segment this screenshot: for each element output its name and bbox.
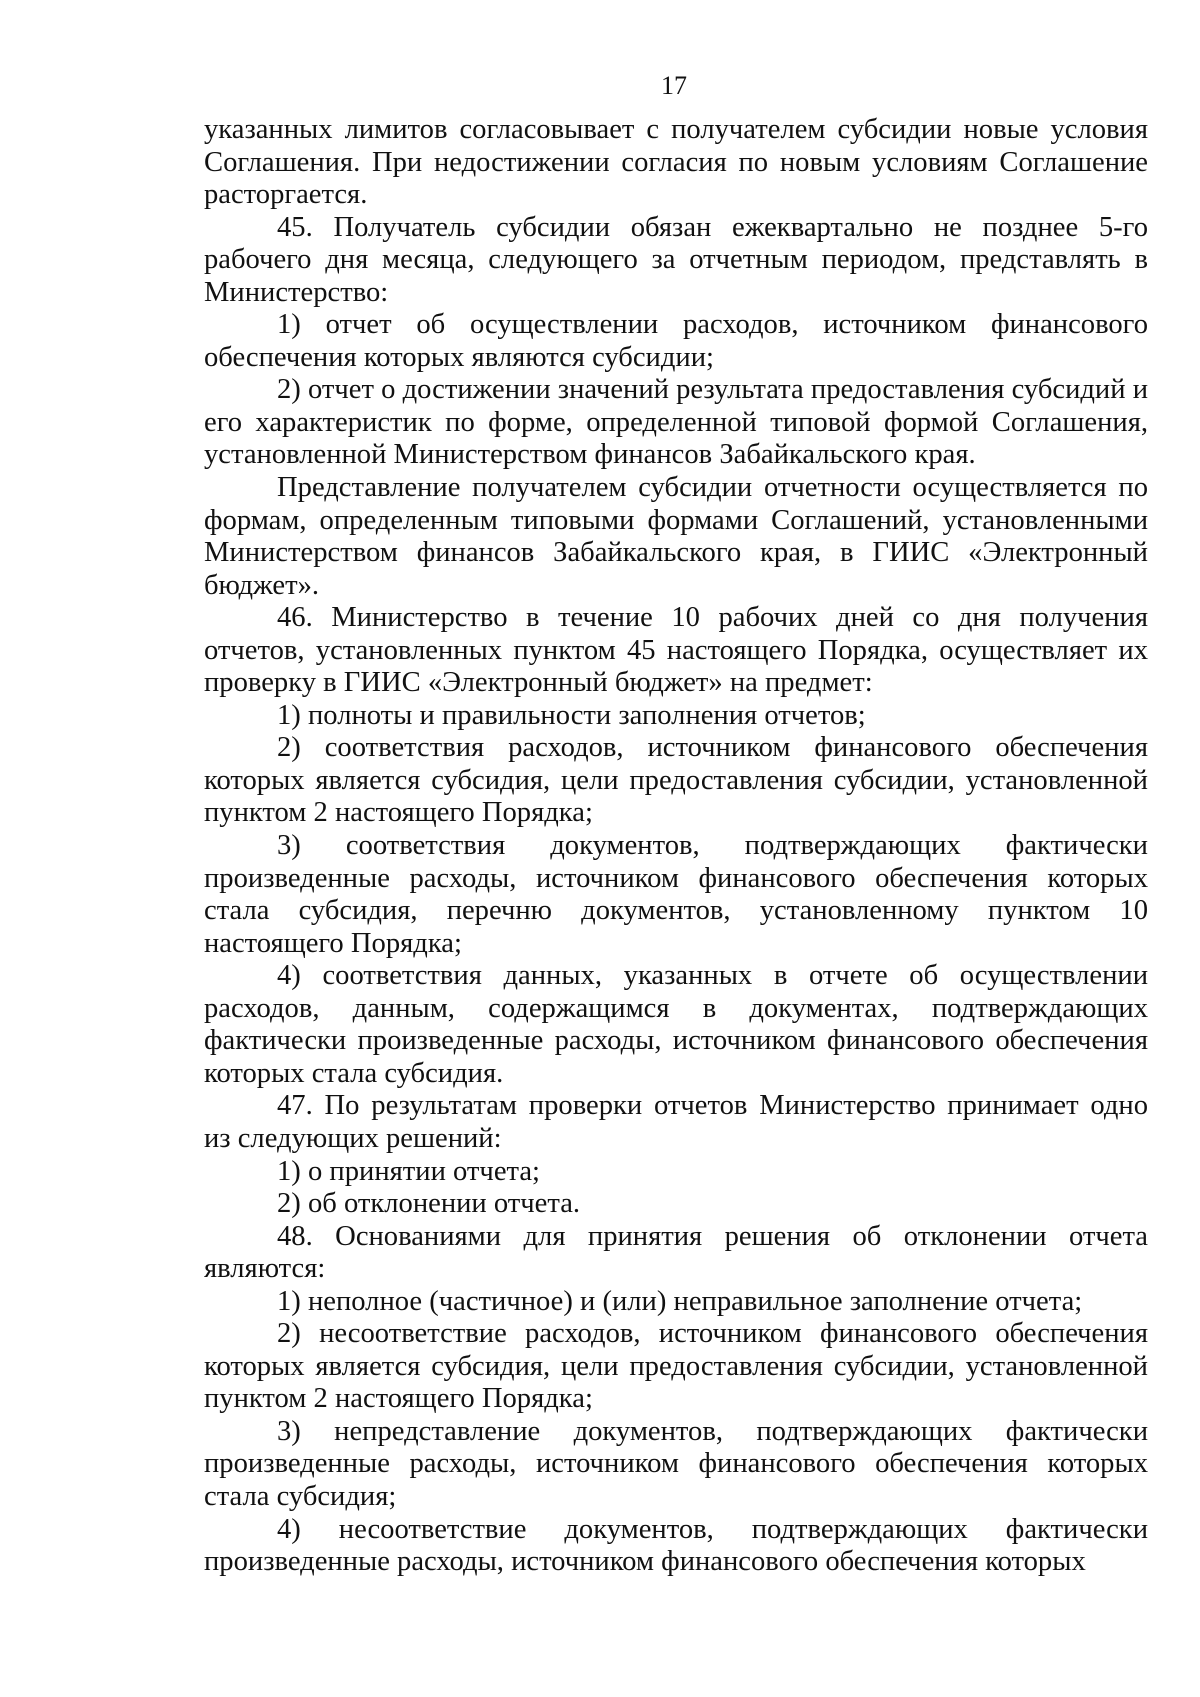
paragraph-5: 46. Министерство в течение 10 рабочих дней со дня получения отчетов, установленных пунктом 45 настоящего Порядка, осуществляет их проверку в ГИИС «Электронный бюджет» на предмет: bbox=[204, 602, 1148, 699]
paragraph-4: Представление получателем субсидии отчетности осуществляется по формам, определенным типовыми формами Соглашений, установленными Министерством финансов Забайкальского края, в ГИИС «Электронный бюджет». bbox=[204, 472, 1148, 601]
page-number: 17 bbox=[661, 71, 687, 100]
paragraph-14: 1) неполное (частичное) и (или) неправильное заполнение отчета; bbox=[277, 1285, 1083, 1317]
paragraph-3: 2) отчет о достижении значений результата предоставления субсидий и его характеристик по форме, определенной типовой формой Соглашения, установленной Министерством финансов Забайкальского края. bbox=[204, 374, 1148, 471]
paragraph-12: 2) об отклонении отчета. bbox=[277, 1188, 581, 1220]
paragraph-17: 4) несоответствие документов, подтверждающих фактически произведенные расходы, источником финансового обеспечения которых bbox=[204, 1513, 1148, 1578]
paragraph-16: 3) непредставление документов, подтверждающих фактически произведенные расходы, источником финансового обеспечения которых стала субсидия; bbox=[204, 1415, 1148, 1512]
paragraph-7: 2) соответствия расходов, источником финансового обеспечения которых является субсидия, цели предоставления субсидии, установленной пунктом 2 настоящего Порядка; bbox=[204, 732, 1148, 829]
paragraph-9: 4) соответствия данных, указанных в отчете об осуществлении расходов, данным, содержащимся в документах, подтверждающих фактически произведенные расходы, источником финансового обеспечения которых стала субсидия. bbox=[204, 960, 1148, 1089]
paragraph-10: 47. По результатам проверки отчетов Министерство принимает одно из следующих решений: bbox=[204, 1090, 1148, 1154]
paragraph-2: 1) отчет об осуществлении расходов, источником финансового обеспечения которых являются субсидии; bbox=[204, 309, 1148, 373]
paragraph-1: 45. Получатель субсидии обязан ежеквартально не позднее 5-го рабочего дня месяца, следующего за отчетным периодом, представлять в Министерство: bbox=[204, 211, 1148, 308]
paragraph-11: 1) о принятии отчета; bbox=[277, 1155, 540, 1187]
document-body bbox=[204, 114, 1148, 1579]
paragraph-15: 2) несоответствие расходов, источником финансового обеспечения которых является субсидия, цели предоставления субсидии, установленной пунктом 2 настоящего Порядка; bbox=[204, 1318, 1148, 1415]
paragraph-0: указанных лимитов согласовывает с получателем субсидии новые условия Соглашения. При недостижении согласия по новым условиям Соглашение расторгается. bbox=[204, 114, 1148, 211]
paragraph-8: 3) соответствия документов, подтверждающих фактически произведенные расходы, источником финансового обеспечения которых стала субсидия, перечню документов, установленному пунктом 10 настоящего Порядка; bbox=[204, 830, 1148, 959]
paragraph-13: 48. Основаниями для принятия решения об отклонении отчета являются: bbox=[204, 1220, 1148, 1285]
paragraph-6: 1) полноты и правильности заполнения отчетов; bbox=[277, 699, 866, 731]
